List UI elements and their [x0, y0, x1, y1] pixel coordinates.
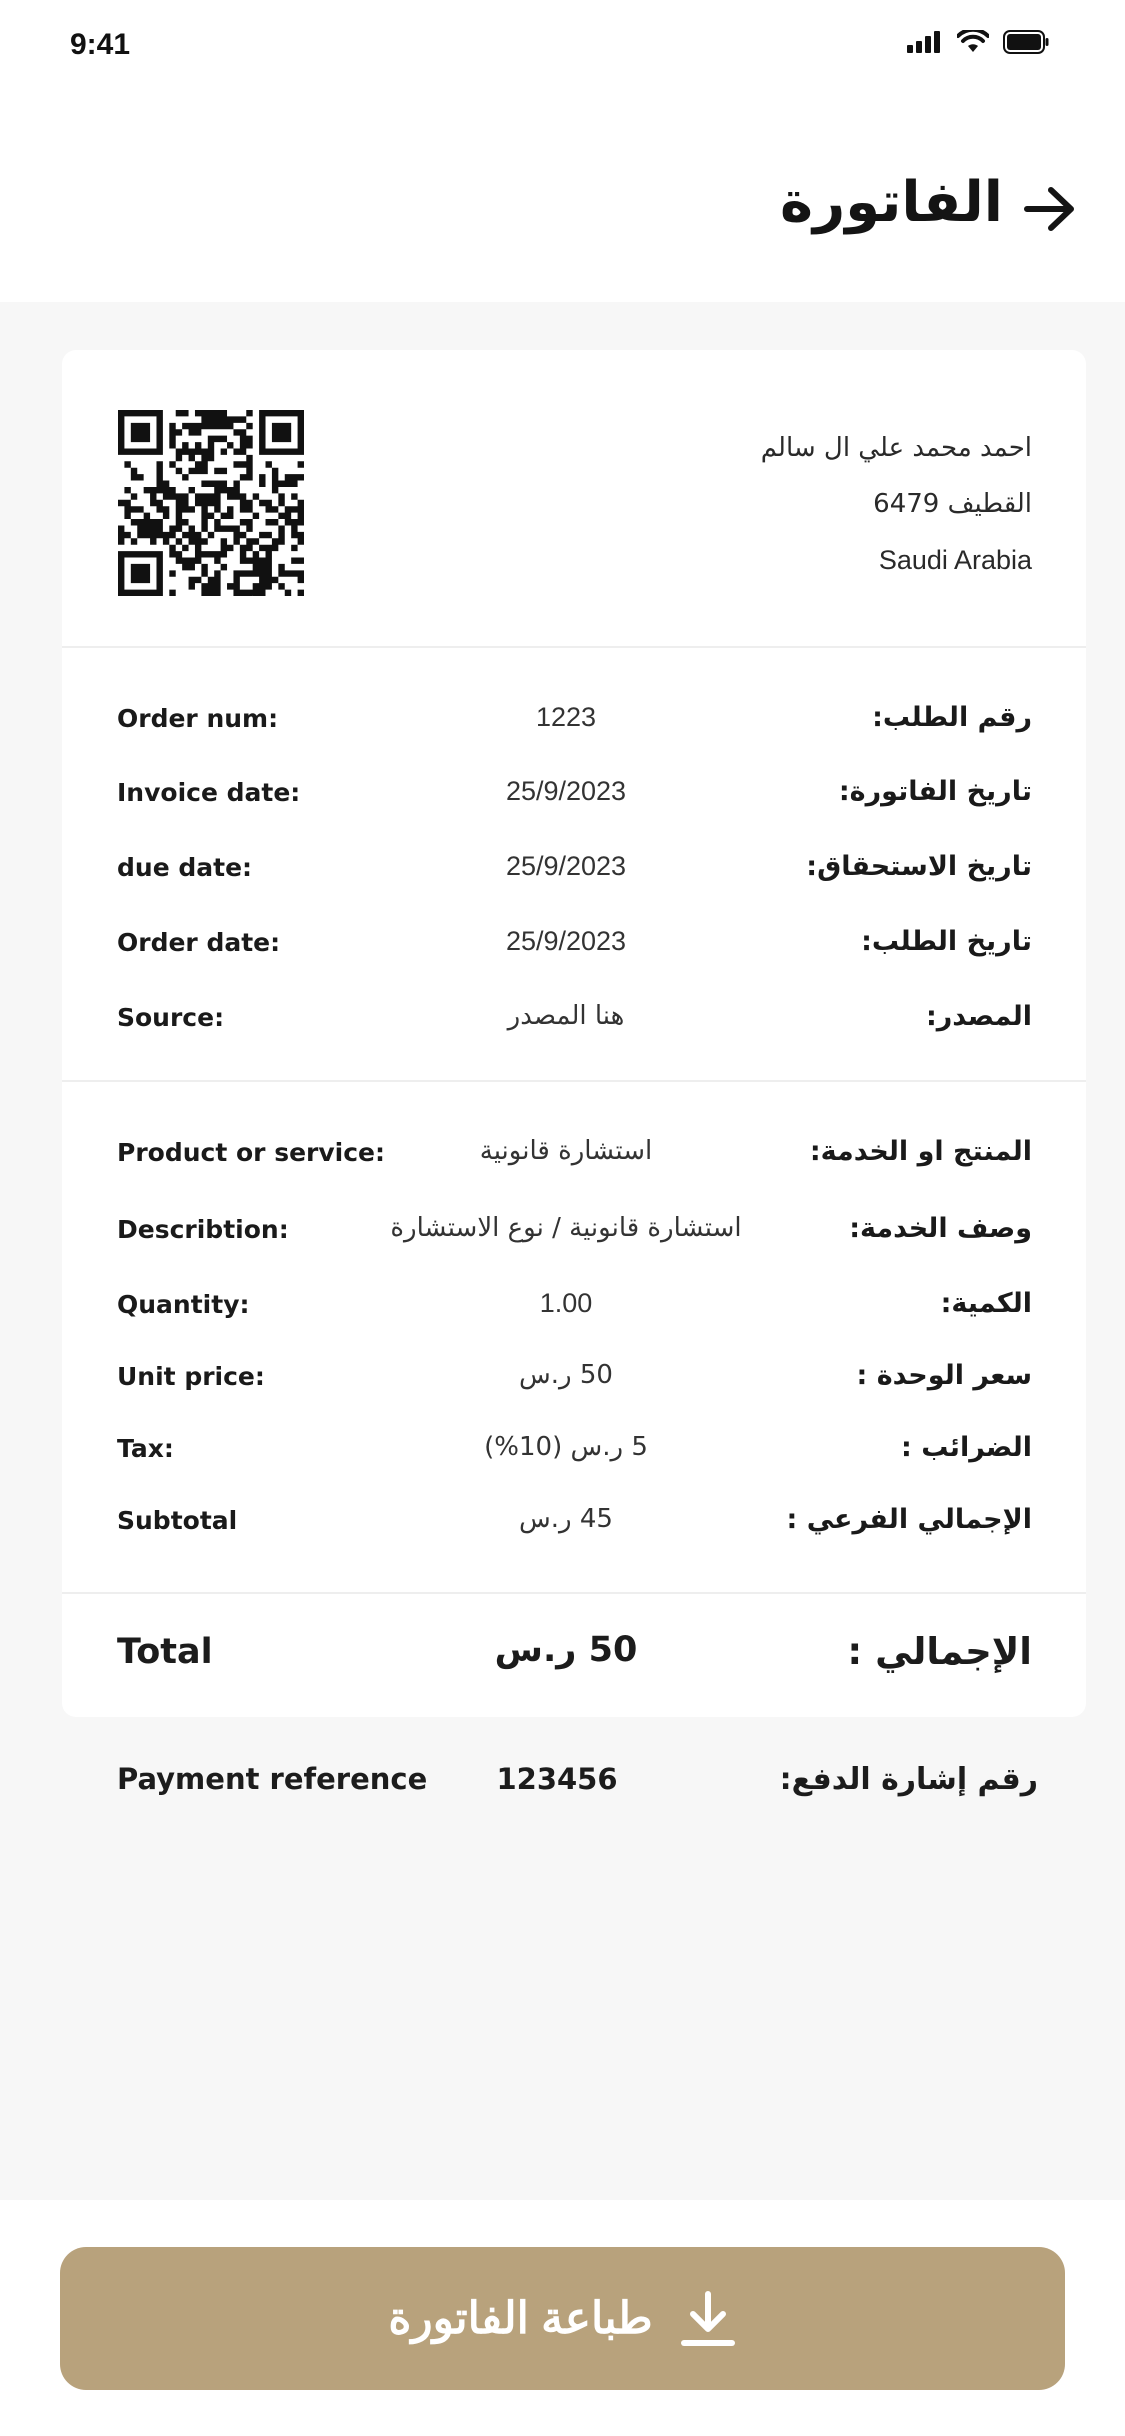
page-title: الفاتورة	[780, 170, 1003, 235]
row-label-ar: الكمية:	[940, 1288, 1032, 1319]
total-label-ar: الإجمالي :	[847, 1630, 1032, 1673]
total-row	[62, 1594, 1086, 1714]
row-label-en: Order date:	[117, 928, 281, 957]
customer-name: احمد محمد علي ال سالم	[760, 433, 1032, 463]
due-date-row	[62, 839, 1086, 899]
row-label-en: Invoice date:	[117, 778, 301, 807]
order-number-row	[62, 690, 1086, 750]
row-value: 25/9/2023	[505, 851, 627, 881]
row-label-en: Source:	[117, 1003, 225, 1032]
row-label-ar: رقم الطلب:	[872, 702, 1032, 733]
row-value: 45 ر.س	[519, 1504, 613, 1534]
row-label-en: Tax:	[117, 1434, 174, 1463]
status-bar	[0, 0, 1125, 92]
customer-city: القطيف 6479	[873, 489, 1032, 519]
payment-reference-label-en: Payment reference	[117, 1762, 428, 1796]
row-label-ar: سعر الوحدة :	[856, 1360, 1032, 1391]
page-header	[0, 160, 1125, 260]
row-value: هنا المصدر	[507, 1001, 625, 1031]
tax-row	[62, 1420, 1086, 1480]
row-value: 50 ر.س	[519, 1360, 613, 1390]
print-invoice-button[interactable]	[60, 2247, 1065, 2390]
status-icons	[907, 30, 1049, 54]
row-label-ar: تاريخ الطلب:	[861, 926, 1032, 957]
row-label-en: Quantity:	[117, 1290, 250, 1319]
invoice-header	[62, 350, 1086, 648]
order-date-row	[62, 914, 1086, 974]
qr-code	[118, 410, 304, 596]
row-value: 25/9/2023	[505, 926, 627, 956]
payment-reference-row	[62, 1752, 1086, 1812]
subtotal-row	[62, 1492, 1086, 1552]
battery-icon	[1003, 30, 1049, 54]
payment-reference-label-ar: رقم إشارة الدفع:	[779, 1762, 1038, 1797]
unit-price-row	[62, 1348, 1086, 1408]
invoice-card	[62, 350, 1086, 1717]
row-value: 1.00	[539, 1288, 593, 1318]
product-row	[62, 1124, 1086, 1184]
customer-address	[761, 420, 1032, 588]
row-label-ar: الإجمالي الفرعي :	[786, 1504, 1032, 1535]
row-value: 1223	[535, 702, 597, 732]
row-label-en: Describtion:	[117, 1215, 289, 1244]
row-label-ar: تاريخ الاستحقاق:	[806, 851, 1032, 882]
items-section	[62, 1082, 1086, 1594]
order-info-section	[62, 648, 1086, 1082]
row-value: استشارة قانونية / نوع الاستشارة	[390, 1213, 742, 1243]
row-label-ar: تاريخ الفاتورة:	[838, 776, 1032, 807]
payment-reference-value: 123456	[496, 1762, 618, 1796]
row-label-ar: المصدر:	[925, 1001, 1032, 1032]
row-value: 5 ر.س (10%)	[484, 1432, 648, 1462]
total-value: 50 ر.س	[494, 1630, 638, 1670]
wifi-icon	[957, 30, 989, 54]
row-value: 25/9/2023	[505, 776, 627, 806]
total-label-en: Total	[117, 1632, 213, 1672]
invoice-date-row	[62, 764, 1086, 824]
customer-country: Saudi Arabia	[878, 545, 1032, 575]
row-label-ar: الضرائب :	[901, 1432, 1032, 1463]
bottom-bar	[0, 2200, 1125, 2436]
row-label-en: Unit price:	[117, 1362, 265, 1391]
status-time: 9:41	[70, 28, 131, 61]
row-value: استشارة قانونية	[479, 1136, 653, 1166]
download-icon	[679, 2290, 737, 2348]
signal-icon	[907, 31, 943, 53]
row-label-en: Subtotal	[117, 1506, 238, 1535]
row-label-en: due date:	[117, 853, 253, 882]
row-label-ar: وصف الخدمة:	[849, 1213, 1032, 1244]
row-label-en: Product or service:	[117, 1138, 386, 1167]
description-row	[62, 1201, 1086, 1261]
row-label-en: Order num:	[117, 704, 279, 733]
quantity-row	[62, 1276, 1086, 1336]
row-label-ar: المنتج او الخدمة:	[809, 1136, 1032, 1167]
print-invoice-label: طباعة الفاتورة	[388, 2294, 653, 2343]
source-row	[62, 989, 1086, 1049]
back-arrow-icon[interactable]	[1023, 186, 1077, 232]
